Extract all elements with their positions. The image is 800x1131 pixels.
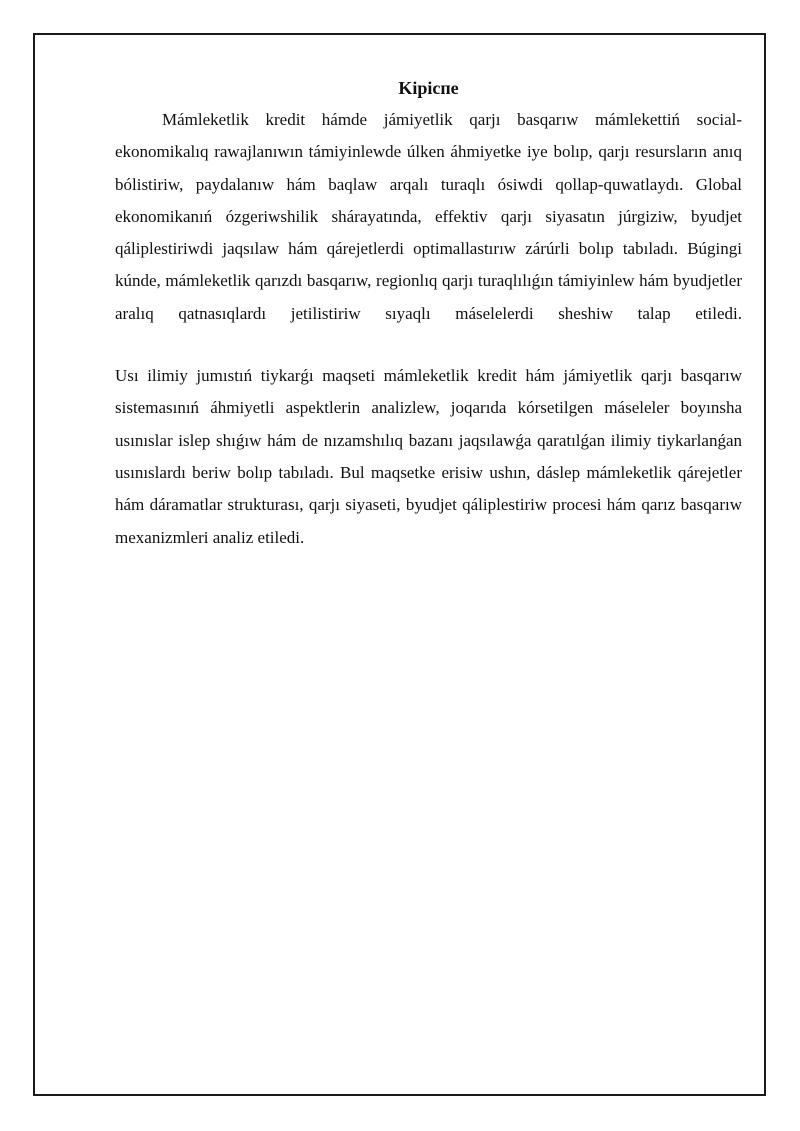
document-title: Kipicпe: [398, 78, 459, 98]
document-body: [115, 76, 742, 554]
paragraph-goal: Usı ilimiy jumıstıń tiykarǵı maqseti mámleketlik kredit hám jámiyetlik qarjı basqarıw sistemasınıń áhmiyetli aspektlerin analizlew, joqarıda kórsetilgen máseleler boyınsha usınıslar islep shıǵıw hám de nızamshılıq bazanı jaqsılawǵa qaratılǵan ilimiy tiykarlanǵan usınıslardı beriw bolıp tabıladı. Bul maqsetke erisiw ushın, dáslep mámleketlik qárejetler hám dáramatlar strukturası, qarjı siyaseti, byudjet qáliplestiriw procesi hám qarız basqarıw mexanizmleri analiz etiledi.: [115, 366, 742, 547]
paragraph-intro: Mámleketlik kredit hámde jámiyetlik qarjı basqarıw mámlekettiń social-ekonomikalıq rawajlanıwın támiyinlewde úlken áhmiyetke iye bolıp, qarjı resursların anıq bólistiriw, paydalanıw hám baqlaw arqalı turaqlı ósiwdi qollap-quwatlaydı. Global ekonomikanıń ózgeriwshilik shárayatında, effektiv qarjı siyasatın júrgiziw, byudjet qáliplestiriwdi jaqsılaw hám qárejetlerdi optimallastırıw zárúrli bolıp tabıladı. Búgingi kúnde, mámleketlik qarızdı basqarıw, regionlıq qarjı turaqlılıǵın támiyinlew hám byudjetler aralıq qatnasıqlardı jetilistiriw sıyaqlı máselelerdi sheshiw talap etiledi.: [115, 110, 742, 323]
